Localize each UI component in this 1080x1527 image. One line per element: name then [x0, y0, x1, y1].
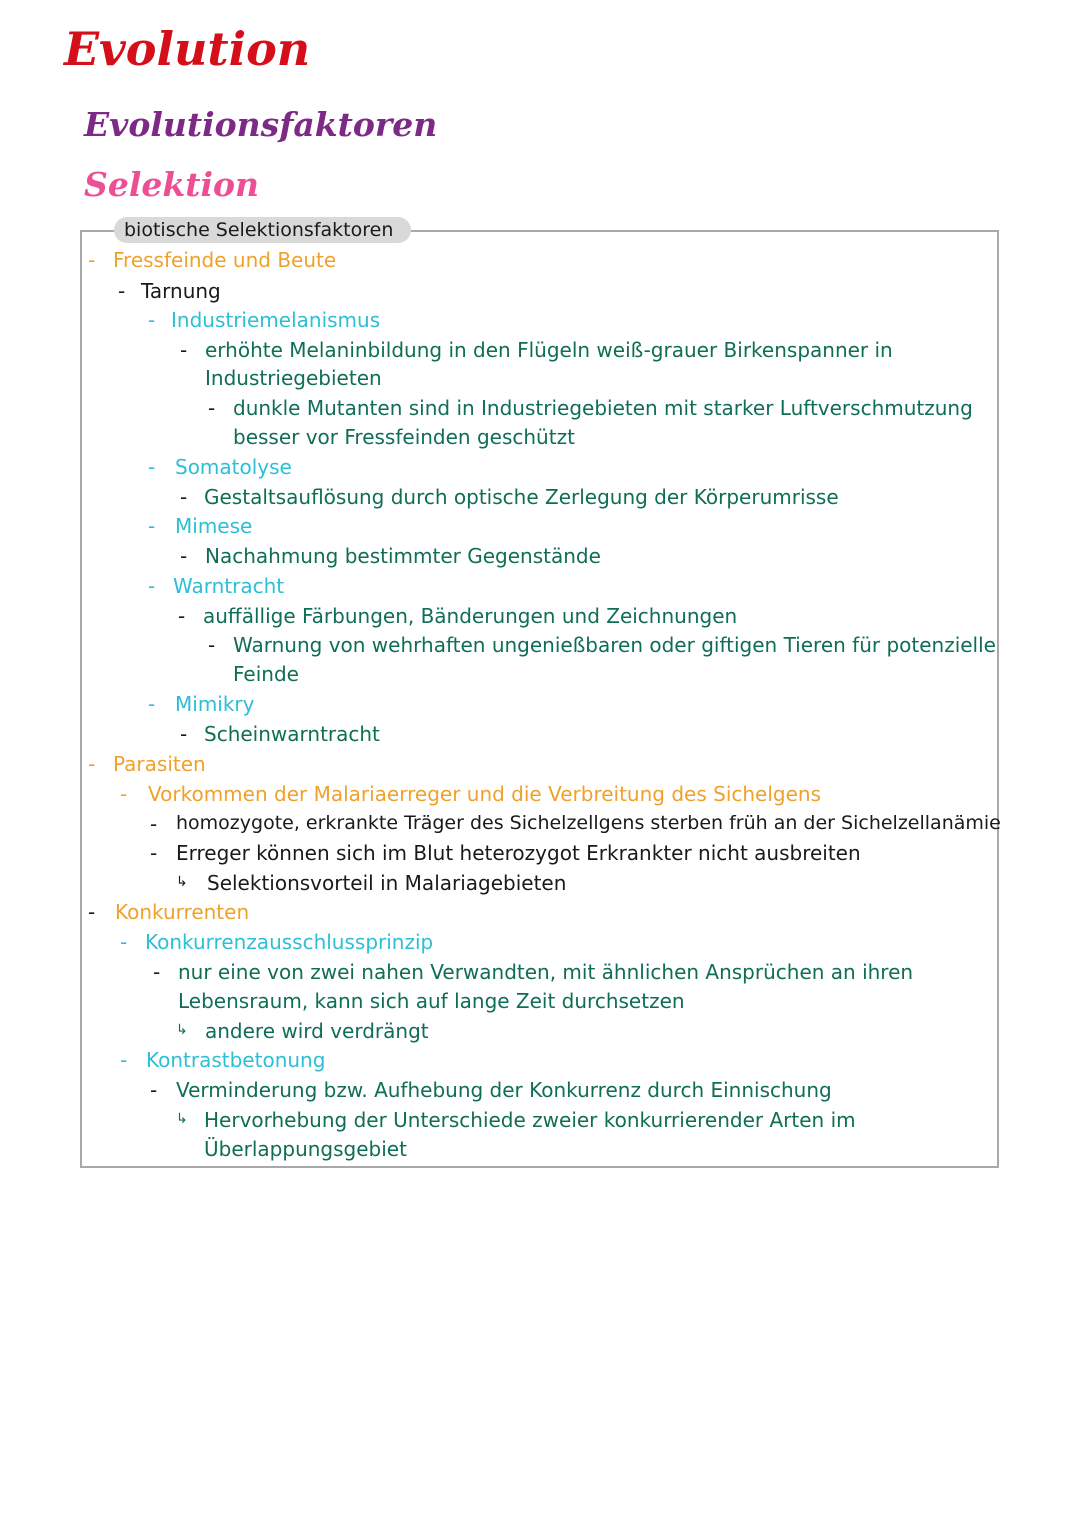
bullet-dash: -	[153, 960, 161, 984]
item-vorkommen: Vorkommen der Malariaerreger und die Verbreitung des Sichelgens	[148, 782, 821, 806]
item-warnung-cont: Feinde	[233, 662, 299, 686]
bullet-dash: -	[148, 692, 156, 716]
item-tarnung: Tarnung	[141, 279, 221, 303]
bullet-dash: -	[120, 782, 128, 806]
bullet-dash: -	[120, 930, 128, 954]
item-nureine-cont: Lebensraum, kann sich auf lange Zeit durchsetzen	[178, 989, 685, 1013]
bullet-dash: -	[180, 722, 188, 746]
item-hervorhebung-cont: Überlappungsgebiet	[204, 1137, 407, 1161]
subtitle: Evolutionsfaktoren	[84, 105, 438, 144]
item-parasiten: Parasiten	[113, 752, 206, 776]
bullet-dash: -	[150, 1078, 158, 1102]
bullet-dash: -	[150, 812, 158, 836]
item-konkurrenten: Konkurrenten	[115, 900, 250, 924]
bullet-dash: -	[88, 900, 96, 924]
bullet-dash: -	[180, 338, 188, 362]
item-somatolyse: Somatolyse	[175, 455, 292, 479]
item-warntracht: Warntracht	[173, 574, 285, 598]
item-mimese: Mimese	[175, 514, 253, 538]
bullet-dash: -	[208, 396, 216, 420]
bullet-dash: -	[148, 514, 156, 538]
bullet-dash: -	[88, 752, 96, 776]
arrow-icon: ↳	[176, 1111, 188, 1127]
item-prinzip: Konkurrenzausschlussprinzip	[145, 930, 434, 954]
item-verdraengt: andere wird verdrängt	[205, 1019, 429, 1043]
bullet-dash: -	[120, 1048, 128, 1072]
bullet-dash: -	[150, 841, 158, 865]
item-mutanten: dunkle Mutanten sind in Industriegebieten mit starker Luftverschmutzung	[233, 396, 973, 420]
bullet-dash: -	[180, 544, 188, 568]
item-erreger: Erreger können sich im Blut heterozygot Erkrankter nicht ausbreiten	[176, 841, 861, 865]
item-nachahmung: Nachahmung bestimmter Gegenstände	[205, 544, 601, 568]
item-mimikry: Mimikry	[175, 692, 255, 716]
bullet-dash: -	[178, 604, 186, 628]
arrow-icon: ↳	[176, 1022, 188, 1038]
item-gestalt: Gestaltsauflösung durch optische Zerlegung der Körperumrisse	[204, 485, 839, 509]
item-melanin: erhöhte Melaninbildung in den Flügeln weiß-grauer Birkenspanner in	[205, 338, 893, 362]
item-melanin-cont: Industriegebieten	[205, 366, 382, 390]
page-title: Evolution	[64, 22, 311, 76]
bullet-dash: -	[208, 633, 216, 657]
section-heading: Selektion	[84, 165, 260, 204]
item-warnung: Warnung von wehrhaften ungenießbaren oder giftigen Tieren für potenzielle	[233, 633, 996, 657]
item-faerbungen: auffällige Färbungen, Bänderungen und Zeichnungen	[203, 604, 738, 628]
bullet-dash: -	[118, 279, 126, 303]
item-fressfeinde: Fressfeinde und Beute	[113, 248, 337, 272]
item-homozygote: homozygote, erkrankte Träger des Sichelzellgens sterben früh an der Sichelzellanämie	[176, 812, 1001, 834]
item-scheinwarntracht: Scheinwarntracht	[204, 722, 380, 746]
item-kontrast: Kontrastbetonung	[146, 1048, 326, 1072]
arrow-icon: ↳	[176, 874, 188, 890]
item-verminderung: Verminderung bzw. Aufhebung der Konkurrenz durch Einnischung	[176, 1078, 832, 1102]
box-label: biotische Selektionsfaktoren	[114, 217, 411, 243]
bullet-dash: -	[148, 308, 156, 332]
item-nureine: nur eine von zwei nahen Verwandten, mit ähnlichen Ansprüchen an ihren	[178, 960, 914, 984]
item-mutanten-cont: besser vor Fressfeinden geschützt	[233, 425, 575, 449]
item-selektionsvorteil: Selektionsvorteil in Malariagebieten	[207, 871, 567, 895]
bullet-dash: -	[88, 248, 96, 272]
bullet-dash: -	[180, 485, 188, 509]
item-hervorhebung: Hervorhebung der Unterschiede zweier konkurrierender Arten im	[204, 1108, 856, 1132]
item-industriemelanismus: Industriemelanismus	[171, 308, 381, 332]
bullet-dash: -	[148, 455, 156, 479]
bullet-dash: -	[148, 574, 156, 598]
